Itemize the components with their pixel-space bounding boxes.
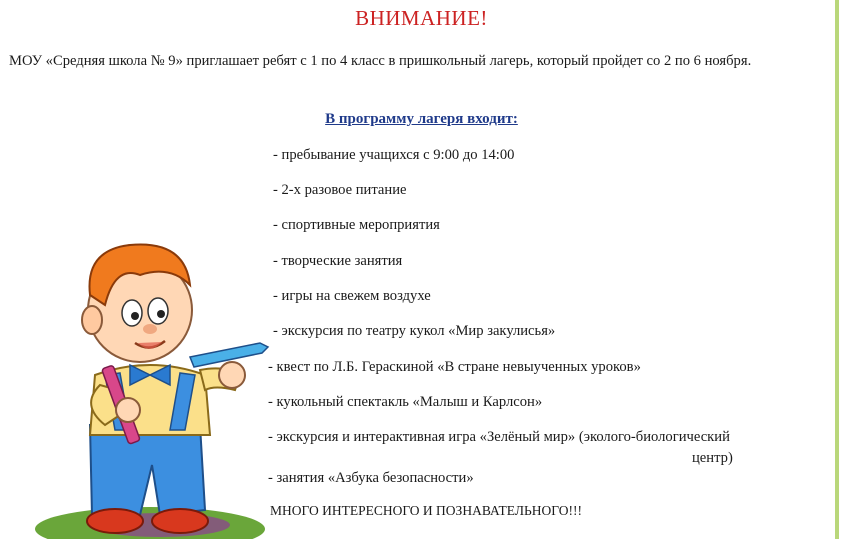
list-item: - занятия «Азбука безопасности» bbox=[268, 470, 474, 486]
list-item: - игры на свежем воздухе bbox=[273, 288, 431, 304]
page-title: ВНИМАНИЕ! bbox=[355, 6, 488, 30]
intro-paragraph: МОУ «Средняя школа № 9» приглашает ребят с 1 по 4 класс в пришкольный лагерь, который пройдет со 2 по 6 ноября. bbox=[9, 53, 752, 69]
list-item: - квест по Л.Б. Гераскиной «В стране невыученных уроков» bbox=[268, 359, 641, 375]
list-item: - пребывание учащихся с 9:00 до 14:00 bbox=[273, 147, 515, 163]
list-item: - экскурсия и интерактивная игра «Зелёный мир» (эколого-биологический bbox=[268, 429, 730, 445]
list-item: - кукольный спектакль «Малыш и Карлсон» bbox=[268, 394, 543, 410]
list-item: - экскурсия по театру кукол «Мир закулисья» bbox=[273, 323, 556, 339]
list-item-continuation: центр) bbox=[692, 450, 733, 466]
list-item: - спортивные мероприятия bbox=[273, 217, 440, 233]
cartoon-boy-illustration bbox=[20, 225, 280, 539]
list-item: - творческие занятия bbox=[273, 253, 403, 269]
footer-text: МНОГО ИНТЕРЕСНОГО И ПОЗНАВАТЕЛЬНОГО!!! bbox=[270, 503, 582, 518]
list-item: - 2-х разовое питание bbox=[273, 182, 407, 198]
program-heading: В программу лагеря входит: bbox=[325, 111, 518, 127]
